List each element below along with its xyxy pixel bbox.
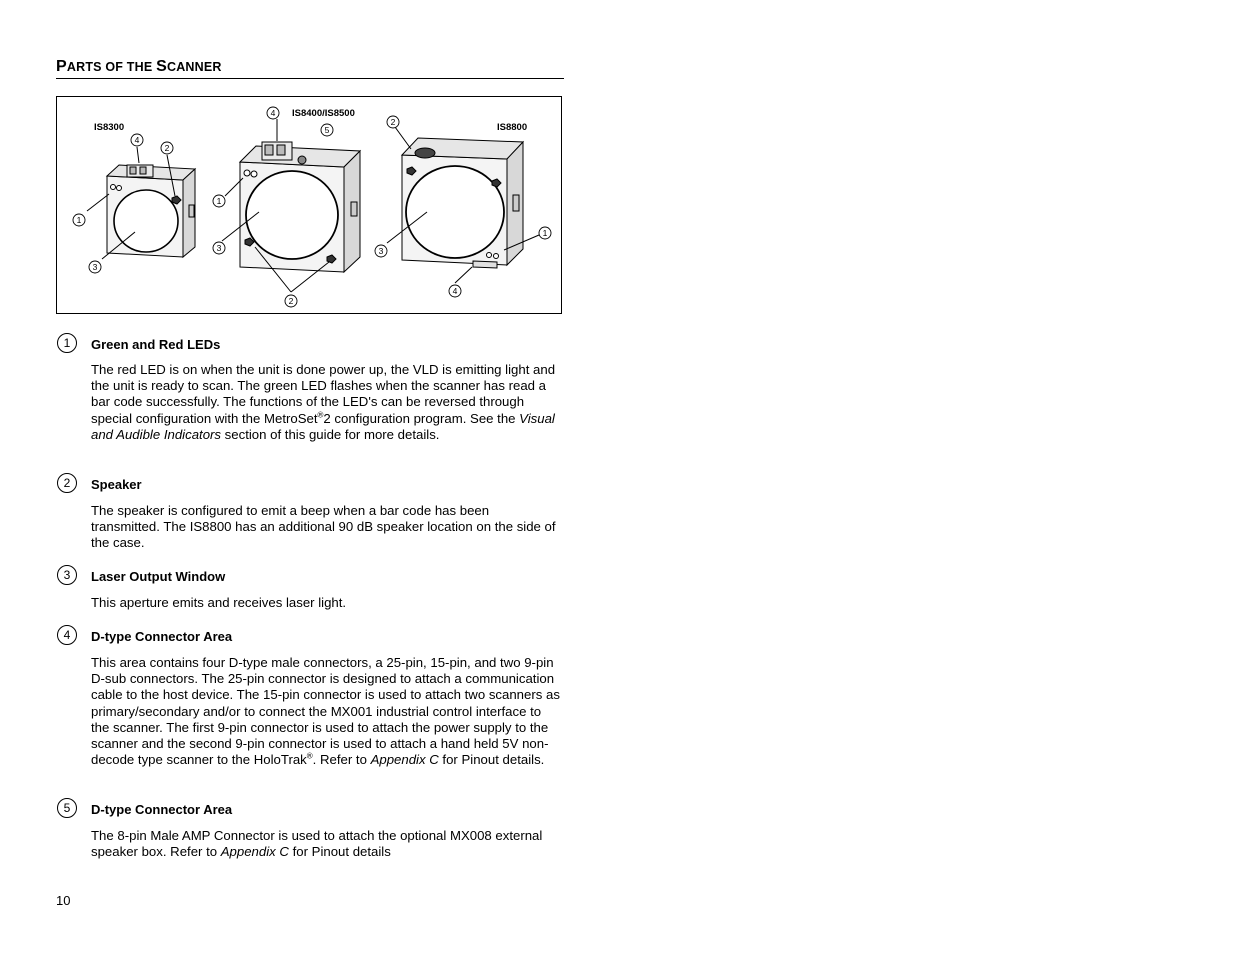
item-2-number: 2 xyxy=(57,473,77,493)
item-4-title: D-type Connector Area xyxy=(91,629,233,644)
item-3-title: Laser Output Window xyxy=(91,569,226,584)
callout-is8800-4: 4 xyxy=(452,286,458,296)
item-5-description: The 8-pin Male AMP Connector is used to attach the optional MX008 external speaker box. Refer to Appendix C for Pinout details xyxy=(91,828,543,860)
item-4-number: 4 xyxy=(57,625,77,645)
callout-is8300-4: 4 xyxy=(134,135,140,145)
callout-is8400-3: 3 xyxy=(216,243,222,253)
scanner-parts-figure xyxy=(56,96,562,314)
is8300-scanner-drawing xyxy=(107,165,195,257)
is8800-scanner-drawing xyxy=(402,138,523,268)
item-2-description: The speaker is configured to emit a beep when a bar code has been transmitted. The IS8800 has an additional 90 dB speaker location on the side of the case. xyxy=(91,503,556,551)
item-5-number: 5 xyxy=(57,798,77,818)
item-1-title: Green and Red LEDs xyxy=(91,337,221,352)
callout-is8400-1: 1 xyxy=(216,196,222,206)
callout-is8400-4: 4 xyxy=(270,108,276,118)
page-number: 10 xyxy=(56,893,71,908)
item-1-description: The red LED is on when the unit is done power up, the VLD is emitting light and the unit is ready to scan. The green LED flashes when the scanner has read a bar code successfully. The functions of the LED's can be reversed through special configuration with the MetroSet®2 configuration program. See the Visual and Audible Indicators section of this guide for more details. xyxy=(91,362,556,442)
callout-is8300-3: 3 xyxy=(92,262,98,272)
item-1-number: 1 xyxy=(57,333,77,353)
is8800-label: IS8800 xyxy=(497,122,528,133)
callout-is8400-2: 2 xyxy=(288,296,294,306)
callout-is8400-5: 5 xyxy=(324,125,330,135)
is8400-scanner-drawing xyxy=(240,142,360,272)
callout-is8800-3: 3 xyxy=(378,246,384,256)
item-3-description: This aperture emits and receives laser light. xyxy=(91,595,347,610)
callout-is8800-2: 2 xyxy=(390,117,396,127)
callout-is8300-2: 2 xyxy=(164,143,170,153)
callout-is8300-1: 1 xyxy=(76,215,82,225)
is8400-is8500-label: IS8400/IS8500 xyxy=(292,108,355,119)
item-5-title: D-type Connector Area xyxy=(91,802,233,817)
item-3-number: 3 xyxy=(57,565,77,585)
item-2-title: Speaker xyxy=(91,477,142,492)
item-4-description: This area contains four D-type male connectors, a 25-pin, 15-pin, and two 9-pin D-sub connectors. The 25-pin connector is designed to attach a communication cable to the host device. The 15-pin connector is used to attach two scanners as primary/secondary and/or to connect the MX001 industrial control interface to the scanner. The first 9-pin connector is used to attach the power supply to the scanner and the second 9-pin connector is used to attach a hand held 5V non-decode type scanner to the HoloTrak®. Refer to Appendix C for Pinout details. xyxy=(91,655,560,768)
section-heading: PARTS OF THE SCANNER xyxy=(56,58,564,79)
is8300-label: IS8300 xyxy=(94,122,125,133)
callout-is8800-1: 1 xyxy=(542,228,548,238)
